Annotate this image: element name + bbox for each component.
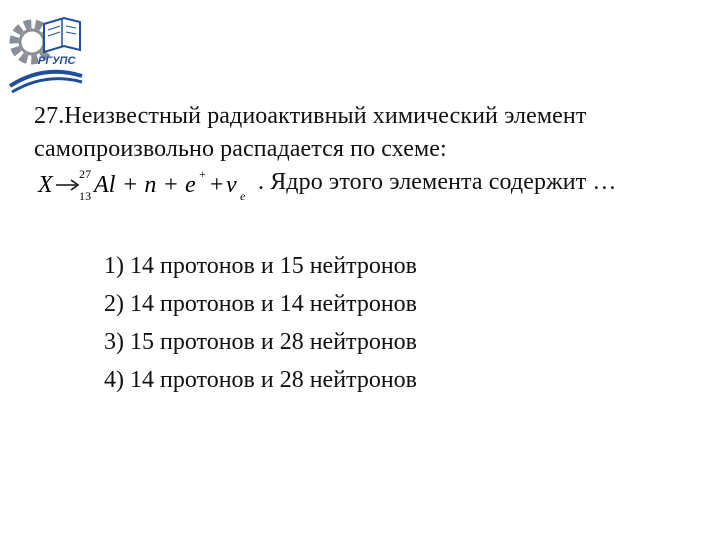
answer-option-2[interactable]: 2) 14 протонов и 14 нейтронов [104, 291, 418, 317]
rail-arcs-icon [10, 72, 82, 92]
question-line-2: самопроизвольно распадается по схеме: [34, 136, 447, 162]
answer-option-1[interactable]: 1) 14 протонов и 15 нейтронов [104, 253, 418, 279]
formula-rest: + n + e [122, 172, 196, 198]
answer-list [104, 247, 417, 399]
formula-nu-sub: e [240, 189, 246, 203]
formula-plus-2: + [210, 172, 224, 198]
question-line-1: 27.Неизвестный радиоактивный химический элемент [34, 103, 587, 129]
decay-formula [34, 166, 254, 206]
arrow-icon [56, 180, 78, 190]
formula-x: X [38, 172, 53, 198]
formula-tail: . Ядро этого элемента содержит … [258, 169, 617, 195]
formula-line [34, 166, 704, 206]
question-block [34, 100, 704, 206]
book-icon [44, 18, 80, 52]
formula-mass-number: 27 [79, 167, 92, 181]
answer-option-3[interactable]: 3) 15 протонов и 28 нейтронов [104, 329, 418, 355]
answer-option-4[interactable]: 4) 14 протонов и 28 нейтронов [104, 367, 418, 393]
formula-al: Al [94, 172, 116, 198]
formula-plus-sup: + [199, 167, 206, 181]
logo-text: РГУПС [38, 55, 76, 67]
university-logo [4, 6, 86, 96]
formula-nu: ν [226, 172, 237, 198]
formula-atomic-number: 13 [79, 189, 92, 203]
